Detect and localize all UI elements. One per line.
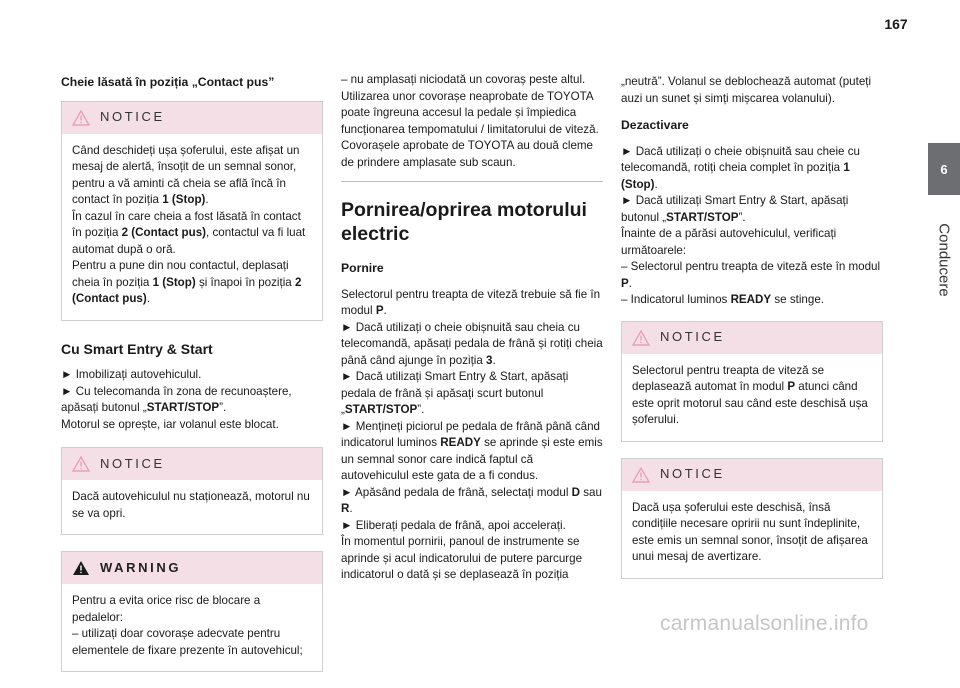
text: Covorașele aprobate de TOYOTA au două cleme de prindere amplasate sub scaun. — [341, 139, 593, 169]
warning-text — [72, 593, 312, 659]
text: se aprinde și este emis un semnal sonor care indică faptul că autovehiculul este gata de a fi condus. — [341, 436, 603, 482]
text: Motorul se oprește, iar volanul este blocat. — [61, 417, 279, 431]
text: Selectorul pentru treapta de viteză trebuie să fie în modul — [341, 287, 601, 317]
step: ► Eliberați pedala de frână, apoi accelerați. — [341, 518, 566, 532]
text: Pentru a pune din nou contactul, deplasați cheia în poziția — [72, 259, 289, 289]
section-title: Pornirea/oprirea motorului electric — [341, 199, 587, 245]
chapter-title — [928, 205, 960, 315]
key-left-heading: Cheie lăsată în poziția „Contact pus” — [61, 75, 275, 89]
bold-text: P — [787, 380, 796, 393]
text: ► Dacă utilizați o cheie obișnuită sau cheia cu telecomandă, apăsați pedala de frână și rotiți cheia până când ajunge în poziția — [341, 320, 603, 367]
warning-triangle-icon — [632, 330, 650, 346]
text: ► Dacă utilizați o cheie obișnuită sau cheie cu telecomandă, rotiți cheia complet în poziția — [621, 144, 860, 174]
notice-header — [622, 322, 882, 354]
chapter-title-text: Conducere — [935, 223, 953, 297]
notice-text: Dacă autovehiculul nu staționează, motorul nu se va opri. — [72, 490, 310, 520]
step — [341, 485, 603, 518]
column-2 — [341, 72, 603, 594]
text: sau — [580, 485, 602, 499]
step — [621, 193, 883, 226]
notice-box — [61, 101, 323, 321]
text: Înainte de a părăsi autovehiculul, verificați următoarele: — [621, 227, 837, 257]
text: ► Dacă utilizați Smart Entry & Start, apăsați pedala de frână și apăsați scurt butonul „ — [341, 370, 569, 416]
text: ► Mențineți piciorul pe pedala de frână până când indicatorul luminos — [341, 419, 600, 449]
bold-text: 2 (Contact pus) — [72, 275, 302, 305]
text: Utilizarea unor covorașe neaprobate de TOYOTA poate îngreuna accesul la pedale și împiedica funcționarea tempomatului / limitatorului de viteză. — [341, 89, 599, 136]
dezactivare-steps — [621, 144, 883, 309]
text: – Indicatorul luminos — [621, 293, 731, 306]
text: ”. — [417, 403, 425, 416]
warning-header — [62, 552, 322, 584]
warning-box — [61, 551, 323, 672]
notice-box — [621, 458, 883, 579]
text: Pentru a evita orice risc de blocare a pedalelor: — [72, 594, 261, 624]
notice-paragraph — [72, 143, 312, 308]
step — [341, 419, 603, 485]
bold-text: 1 (Stop) — [162, 193, 206, 206]
text: – nu amplasați niciodată un covoraș peste altul. — [341, 73, 586, 86]
smart-entry-heading: Cu Smart Entry & Start — [61, 340, 213, 357]
step — [341, 369, 603, 419]
step — [341, 320, 603, 370]
text: . — [654, 177, 658, 191]
text: . — [146, 292, 150, 305]
step-text: ► Cu telecomanda în zona de recunoaștere, apăsați butonul „ — [61, 384, 292, 414]
text: , contactul va fi luat automat după o oră. — [72, 226, 306, 256]
step — [621, 292, 883, 309]
text: – Selectorul pentru treapta de viteză este în modul — [621, 260, 881, 273]
chapter-tab[interactable]: 6 — [928, 143, 960, 195]
bold-text: 2 (Contact pus) — [121, 226, 207, 239]
text: . — [205, 193, 209, 206]
warning-triangle-icon — [72, 110, 90, 126]
warning-body — [62, 584, 322, 671]
step — [621, 144, 883, 194]
step-text: ► Imobilizați autovehiculul. — [61, 368, 202, 381]
text: ► Apăsând pedala de frână, selectați modul — [341, 485, 572, 499]
notice-body — [62, 480, 322, 534]
text: În cazul în care cheia a fost lăsată în contact în poziția — [72, 209, 301, 239]
warning-triangle-icon — [72, 456, 90, 472]
notice-header — [622, 459, 882, 491]
divider — [341, 181, 603, 182]
pornire-heading: Pornire — [341, 261, 384, 275]
notice-text — [632, 363, 872, 429]
notice-label: NOTICE — [100, 109, 165, 125]
bold-text: START/STOP — [146, 401, 220, 414]
bold-text: 3 — [486, 353, 493, 367]
text: ”. — [219, 401, 227, 414]
bold-text: R — [341, 502, 350, 515]
text: se stinge. — [771, 293, 825, 306]
text: și înapoi în poziția — [195, 275, 295, 289]
bold-text: P — [621, 276, 629, 290]
bold-text: P — [375, 304, 384, 317]
step — [621, 259, 883, 292]
notice-box — [61, 447, 323, 535]
text: Selectorul pentru treapta de viteză se deplasează automat în modul — [632, 363, 825, 393]
watermark: carmanualsonline.info — [660, 612, 869, 635]
notice-header — [62, 448, 322, 480]
notice-body — [622, 491, 882, 578]
notice-label: NOTICE — [660, 329, 725, 345]
pornire-steps — [341, 287, 603, 584]
column-1 — [61, 74, 323, 688]
notice-box — [621, 321, 883, 442]
notice-text: Dacă ușa șoferului este deschisă, însă condițiile necesare opririi nu sunt îndeplinite, este emis un semnal sonor, însoțit de afișarea unui mesaj de avertizare. — [632, 500, 868, 563]
bold-text: 1 (Stop) — [152, 275, 196, 289]
text: . — [492, 353, 496, 367]
notice-header — [62, 102, 322, 134]
text: – utilizați doar covorașe adecvate pentru elementele de fixare prezente în autovehicul; — [72, 627, 303, 657]
bold-text: READY — [730, 293, 772, 306]
text: . — [628, 276, 632, 290]
text: . — [383, 304, 387, 317]
warning-label: WARNING — [100, 559, 182, 575]
bold-text: D — [571, 485, 580, 499]
bold-text: 1 (Stop) — [621, 161, 850, 191]
text: atunci când este oprit motorul sau când este deschisă ușa șoferului. — [632, 380, 868, 426]
notice-body — [62, 134, 322, 320]
notice-label: NOTICE — [100, 455, 165, 471]
smart-entry-steps — [61, 367, 323, 433]
notice-label: NOTICE — [660, 466, 725, 482]
dezactivare-heading: Dezactivare — [621, 118, 689, 132]
bold-text: START/STOP — [666, 210, 739, 224]
text: ► Dacă utilizați Smart Entry & Start, apăsați butonul „ — [621, 194, 849, 224]
warning-triangle-icon — [72, 560, 90, 576]
warning-triangle-icon — [632, 467, 650, 483]
notice-body — [622, 354, 882, 441]
warning-continuation — [341, 72, 603, 171]
step — [341, 287, 603, 320]
page-number: 167 — [884, 16, 908, 32]
column-3 — [621, 74, 883, 595]
bold-text: READY — [440, 436, 481, 449]
text-continuation: „neutră”. Volanul se deblochează automat (puteți auzi un sunet și simți mișcarea volanului). — [621, 75, 872, 105]
text: În momentul pornirii, panoul de instrumente se aprinde și acul indicatorului de putere parcurge indicatorul o dată și se deplasează în poziția — [341, 535, 583, 581]
text: . — [349, 502, 353, 515]
bold-text: START/STOP — [344, 403, 418, 416]
text: Când deschideți ușa șoferului, este afișat un mesaj de alertă, însoțit de un semnal sonor, pentru a vă aminti că cheia se află încă în contact în poziția — [72, 143, 300, 206]
text: ”. — [738, 210, 746, 224]
